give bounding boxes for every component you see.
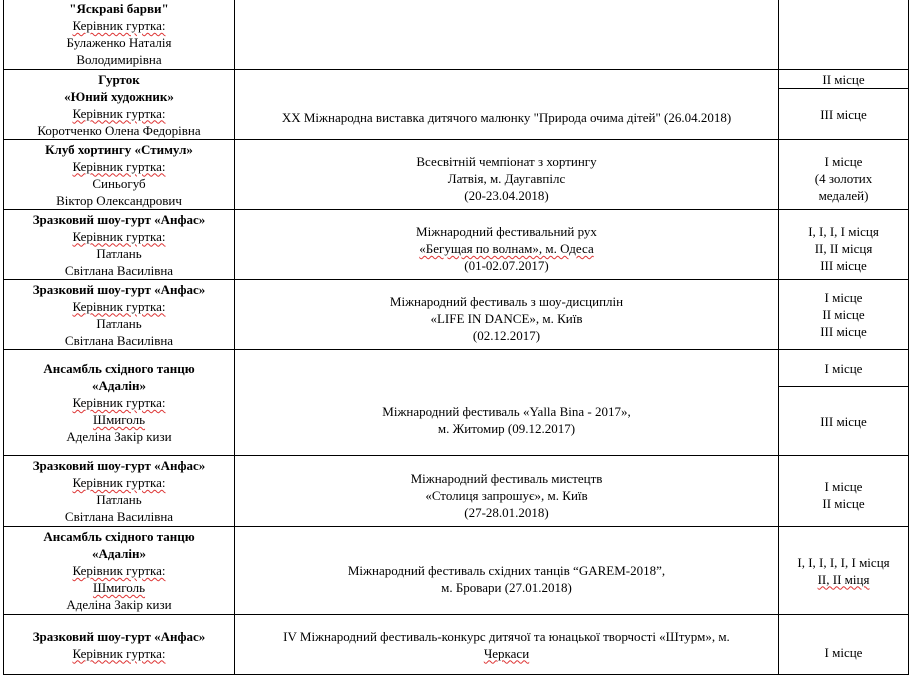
- event-cell: [235, 210, 779, 280]
- result-text: II місце: [822, 71, 865, 87]
- group-cell: [4, 527, 235, 615]
- group-cell: [4, 70, 235, 140]
- leader-name: Шмиголь: [92, 412, 146, 427]
- table-row: [4, 527, 909, 615]
- leader-label: Керівник гуртка:: [72, 18, 166, 33]
- leader-label: Керівник гуртка:: [72, 395, 166, 410]
- achievements-table: [3, 0, 909, 675]
- event-text: Міжнародний фестиваль східних танців “GAREM-2018”,: [347, 562, 666, 578]
- result-cell: [779, 70, 909, 89]
- leader-name: Аделіна Закір кизи: [66, 597, 172, 612]
- event-text: «LIFE IN DANCE», м. Київ: [430, 311, 583, 326]
- result-cell: [779, 615, 909, 675]
- group-cell: [4, 280, 235, 350]
- leader-label: Керівник гуртка:: [72, 105, 166, 121]
- leader-label: Керівник гуртка:: [72, 645, 166, 661]
- group-cell: [4, 350, 235, 456]
- leader-name: Світлана Василівна: [64, 332, 174, 348]
- group-cell: [4, 140, 235, 210]
- leader-name: Патлань: [96, 315, 142, 331]
- group-name: Клуб хортингу «Стимул»: [45, 141, 193, 157]
- event-text: (20-23.04.2018): [464, 188, 549, 203]
- result-text: III місце: [820, 106, 867, 122]
- event-text: Всесвітній чемпіонат з хортингу: [416, 154, 597, 169]
- result-text: I, I, I, I місця: [808, 224, 879, 239]
- event-text: Латвія, м. Даугавпілс: [447, 171, 566, 186]
- group-name: "Яскраві барви": [69, 1, 169, 16]
- table-row: [4, 615, 909, 675]
- group-cell: [4, 210, 235, 280]
- event-cell: [235, 615, 779, 675]
- leader-label: Керівник гуртка:: [72, 475, 166, 490]
- event-text: Міжнародний фестиваль «Yalla Bina - 2017»,: [382, 404, 631, 419]
- event-text: XX Міжнародна виставка дитячого малюнку "Природа очима дітей" (26.04.2018): [281, 109, 732, 125]
- result-text: III місце: [820, 413, 867, 429]
- leader-label: Керівник гуртка:: [72, 563, 166, 578]
- result-text: III місце: [820, 324, 867, 339]
- group-name: Зразковий шоу-гурт «Анфас»: [32, 628, 206, 644]
- event-cell: [235, 140, 779, 210]
- group-name: Ансамбль східного танцю: [43, 361, 195, 376]
- group-name: Ансамбль східного танцю: [43, 529, 195, 544]
- event-text: Міжнародний фестивальний рух: [416, 224, 597, 239]
- event-text: IV Міжнародний фестиваль-конкурс дитячої та юнацької творчості «Штурм», м.: [283, 628, 730, 644]
- leader-name: Булаженко Наталія: [66, 35, 172, 50]
- event-text: «Столиця запрошує», м. Київ: [425, 487, 588, 503]
- leader-name: Патлань: [96, 492, 142, 507]
- leader-name: Аделіна Закір кизи: [66, 429, 172, 444]
- result-cell: [779, 387, 909, 456]
- leader-name: Світлана Василівна: [64, 262, 174, 278]
- group-name: Зразковий шоу-гурт «Анфас»: [32, 458, 206, 473]
- leader-label: Керівник гуртка:: [72, 158, 166, 174]
- event-text: «Бегущая по волнам», м. Одеса: [419, 241, 594, 256]
- event-cell: [235, 280, 779, 350]
- table-row: [4, 280, 909, 350]
- group-name: Зразковий шоу-гурт «Анфас»: [32, 281, 206, 297]
- result-text: I місце: [824, 290, 863, 305]
- group-name: «Адалін»: [92, 378, 146, 393]
- leader-name: Синьогуб: [92, 175, 146, 191]
- leader-name: Патлань: [96, 245, 142, 261]
- result-cell: [779, 456, 909, 527]
- leader-name: Світлана Василівна: [64, 509, 174, 524]
- event-text: (01-02.07.2017): [464, 258, 549, 273]
- result-cell: [779, 280, 909, 350]
- group-name: Гурток: [98, 71, 140, 87]
- result-text: I місце: [824, 154, 863, 169]
- group-cell: [4, 456, 235, 527]
- result-cell: [779, 89, 909, 140]
- leader-name: Віктор Олександрович: [56, 192, 182, 208]
- table-row: [4, 70, 909, 89]
- result-text: медалей): [818, 188, 869, 203]
- result-text: II, II міця: [817, 571, 870, 587]
- table-row: [4, 210, 909, 280]
- result-text: II місце: [822, 307, 865, 322]
- group-name: «Юний художник»: [64, 88, 174, 104]
- result-cell: [779, 350, 909, 387]
- result-text: III місце: [820, 258, 867, 273]
- group-cell: [4, 0, 235, 70]
- result-text: II, II місця: [814, 241, 873, 256]
- result-text: I місце: [824, 360, 863, 376]
- result-text: I місце: [824, 645, 863, 660]
- result-text: I, I, I, I, I, I місця: [797, 554, 890, 570]
- result-cell: [779, 0, 909, 70]
- event-text: (02.12.2017): [472, 328, 541, 343]
- event-cell: [235, 350, 779, 456]
- group-name: «Адалін»: [92, 546, 146, 561]
- result-cell: [779, 527, 909, 615]
- event-cell: [235, 0, 779, 70]
- table-row: [4, 0, 909, 70]
- event-cell: [235, 70, 779, 140]
- table-row: [4, 350, 909, 387]
- group-cell: [4, 615, 235, 675]
- group-name: Зразковий шоу-гурт «Анфас»: [32, 211, 206, 227]
- event-text: м. Житомир (09.12.2017): [437, 421, 576, 436]
- result-text: I місце: [824, 479, 863, 494]
- leader-label: Керівник гуртка:: [72, 298, 166, 314]
- event-cell: [235, 456, 779, 527]
- leader-name: Володимирівна: [76, 52, 162, 67]
- event-text: (27-28.01.2018): [464, 504, 549, 520]
- result-cell: [779, 140, 909, 210]
- table-row: [4, 456, 909, 527]
- result-text: (4 золотих: [814, 171, 873, 186]
- event-text: Міжнародний фестиваль мистецтв: [410, 470, 603, 486]
- result-text: II місце: [822, 496, 865, 511]
- event-text: Міжнародний фестиваль з шоу-дисциплін: [389, 294, 624, 309]
- leader-name: Шмиголь: [92, 580, 146, 595]
- table-row: [4, 140, 909, 210]
- leader-label: Керівник гуртка:: [72, 228, 166, 244]
- event-cell: [235, 527, 779, 615]
- result-cell: [779, 210, 909, 280]
- leader-name: Коротченко Олена Федорівна: [37, 122, 201, 138]
- event-text: Черкаси: [483, 645, 530, 661]
- event-text: м. Бровари (27.01.2018): [441, 579, 572, 595]
